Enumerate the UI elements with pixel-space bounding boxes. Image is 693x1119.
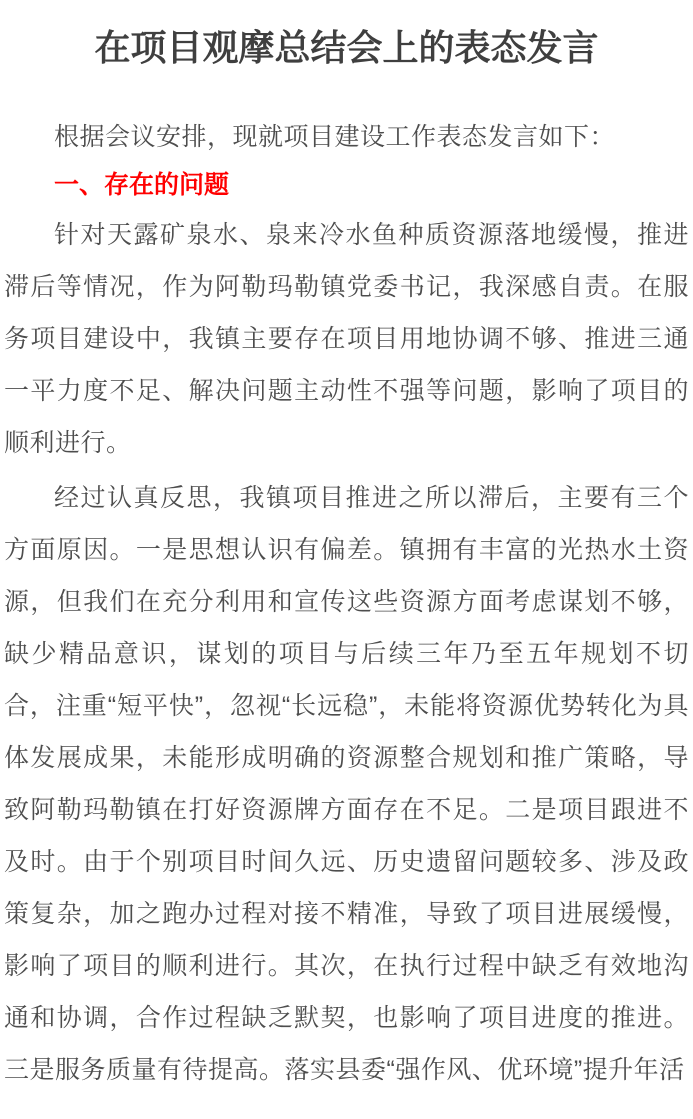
section-1-paragraph-reasons: 经过认真反思，我镇项目推进之所以滞后，主要有三个方面原因。一是思想认识有偏差。镇拥有丰富的光热水土资源，但我们在充分利用和宣传这些资源方面考虑谋划不够，缺少精品意识，谋划的项目与后续三年乃至五年规划不切合，注重“短平快”，忽视“长远稳”，未能将资源优势转化为具体发展成果，未能形成明确的资源整合规划和推广策略，导致阿勒玛勒镇在打好资源牌方面存在不足。二是项目跟进不及时。由于个别项目时间久远、历史遗留问题较多、涉及政策复杂，加之跑办过程对接不精准，导致了项目进展缓慢，影响了项目的顺利进行。其次，在执行过程中缺乏有效地沟通和协调，合作过程缺乏默契，也影响了项目进度的推进。三是服务质量有待提高。落实县委“强作风、优环境”提升年活: [4, 484, 689, 1084]
intro-paragraph: 根据会议安排，现就项目建设工作表态发言如下：: [54, 123, 616, 151]
section-1-paragraph-problems: 针对天露矿泉水、泉来冷水鱼种质资源落地缓慢，推进滞后等情况，作为阿勒玛勒镇党委书记，我深感自责。在服务项目建设中，我镇主要存在项目用地协调不够、推进三通一平力度不足、解决问题主动性不强等问题，影响了项目的顺利进行。: [4, 221, 689, 457]
article: [0, 22, 693, 1096]
page-title: 在项目观摩总结会上的表态发言: [94, 27, 599, 68]
section-1-heading: 一、存在的问题: [54, 171, 230, 199]
